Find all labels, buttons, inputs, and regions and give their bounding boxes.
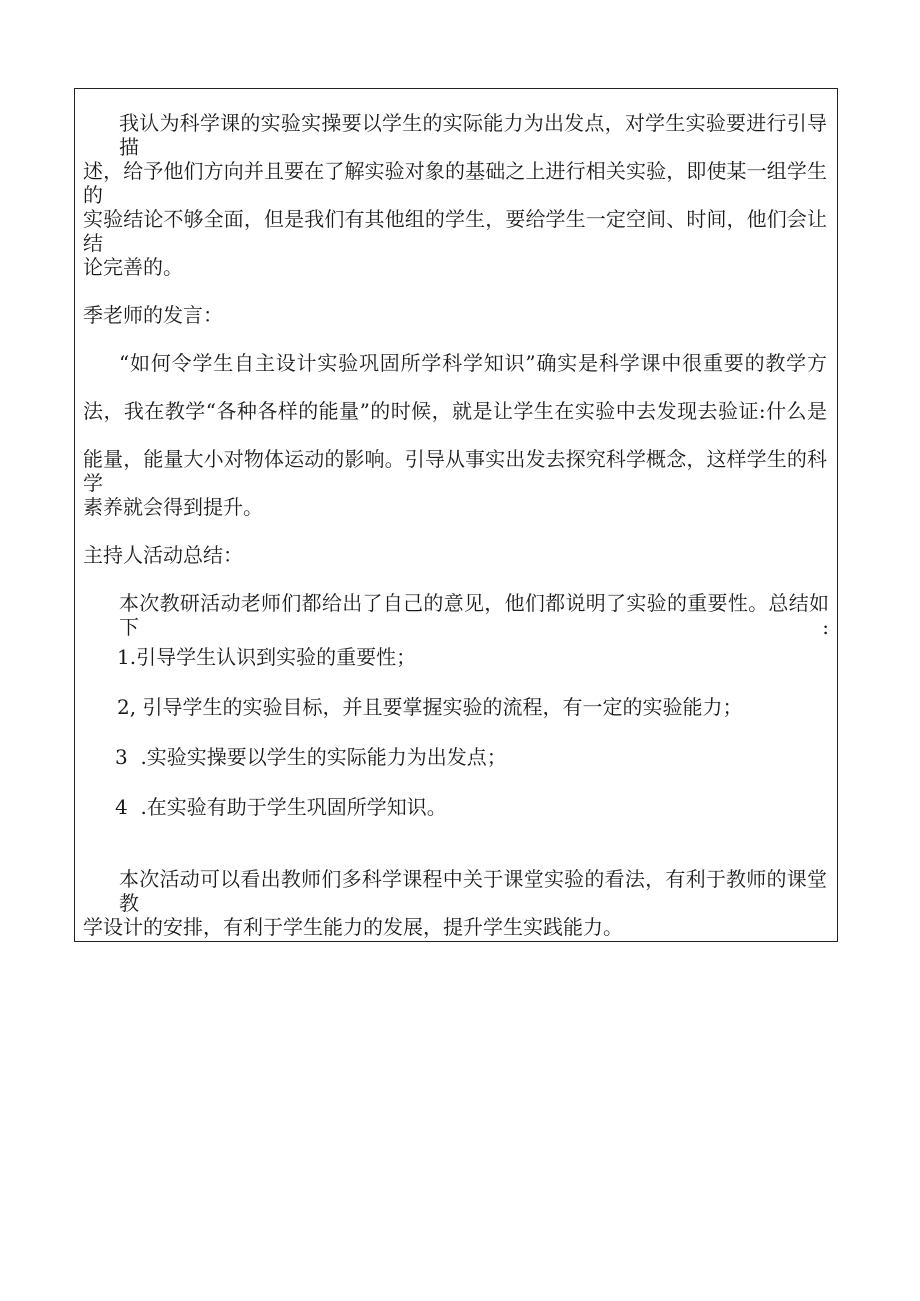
paragraph-1-line-1: 我认为科学课的实验实操要以学生的实际能力为出发点，对学生实验要进行引导描 — [119, 111, 827, 159]
paragraph-2-line-3: 能量，能量大小对物体运动的影响。引导从事实出发去探究科学概念，这样学生的科学 — [83, 447, 827, 495]
summary-item-3: 3 .实验实操要以学生的实际能力为出发点； — [115, 745, 507, 769]
summary-item-2: 2, 引导学生的实验目标，并且要掌握实验的流程，有一定的实验能力； — [117, 695, 743, 719]
summary-label: 主持人活动总结： — [83, 543, 243, 567]
closing-line-2: 学设计的安排，有利于学生能力的发展，提升学生实践能力。 — [83, 915, 623, 939]
paragraph-2-line-1: “如何令学生自主设计实验巩固所学科学知识”确实是科学课中很重要的教学方 — [119, 351, 827, 375]
paragraph-1-line-3: 实验结论不够全面，但是我们有其他组的学生，要给学生一定空间、时间，他们会让结 — [83, 207, 827, 255]
paragraph-2-line-2: 法，我在教学“各种各样的能量”的时候，就是让学生在实验中去发现去验证:什么是 — [83, 399, 827, 423]
paragraph-1-line-4: 论完善的。 — [83, 255, 183, 279]
paragraph-1-line-2: 述，给予他们方向并且要在了解实验对象的基础之上进行相关实验，即使某一组学生的 — [83, 159, 827, 207]
document-table-cell — [74, 88, 838, 942]
paragraph-2-line-4: 素养就会得到提升。 — [83, 495, 263, 519]
speaker-label: 季老师的发言： — [83, 303, 223, 327]
summary-intro: 本次教研活动老师们都给出了自己的意见，他们都说明了实验的重要性。总结如下: — [119, 591, 829, 639]
closing-line-1: 本次活动可以看出教师们多科学课程中关于课堂实验的看法，有利于教师的课堂教 — [119, 867, 827, 915]
summary-item-4: 4 .在实验有助于学生巩固所学知识。 — [115, 795, 447, 819]
summary-item-1: 1.引导学生认识到实验的重要性； — [117, 645, 417, 669]
